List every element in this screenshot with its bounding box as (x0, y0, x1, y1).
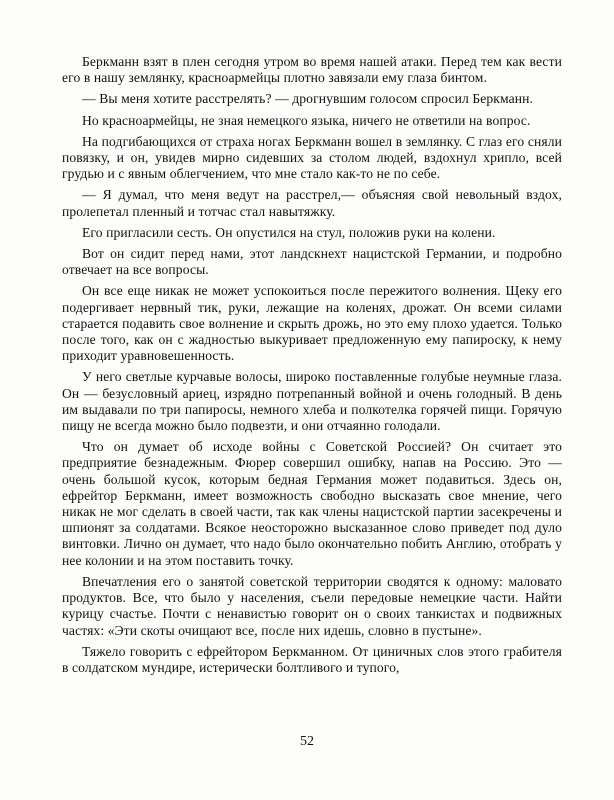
paragraph-11: Впечатления его о занятой советской территории сводятся к одному: маловато продуктов. Все, что было у населения, съели передовые немецкие части. Найти курицу счастье. Почти с ненавистью говорит он о своих танкистах и подвижных частях: «Эти скоты очищают все, после них идешь, словно в пустыне». (62, 573, 562, 638)
paragraph-8: Он все еще никак не может успокоиться после пережитого волнения. Щеку его подергивает нервный тик, руки, лежащие на коленях, дрожат. Он всеми силами старается подавить свое волнение и скрыть дрожь, но это ему плохо удается. Только после того, как он с жадностью выкуривает предложенную ему папироску, к нему приходит уравновешенность. (62, 283, 562, 364)
paragraph-9: У него светлые курчавые волосы, широко поставленные голубые неумные глаза. Он — безусловный ариец, изрядно потрепанный войной и очень голодный. В день им выдавали по три папиросы, немного хлеба и полкотелка горячей пищи. Горячую пищу не всегда можно было подвезти, и они отчаянно голодали. (62, 369, 562, 434)
paragraph-1: Беркманн взят в плен сегодня утром во время нашей атаки. Перед тем как вести его в нашу землянку, красноармейцы плотно завязали ему глаза бинтом. (62, 54, 562, 86)
paragraph-12: Тяжело говорить с ефрейтором Беркманном. От циничных слов этого грабителя в солдатском мундире, истерически болтливого и тупого, (62, 643, 562, 675)
text-column (62, 54, 562, 681)
paragraph-2: — Вы меня хотите расстрелять? — дрогнувшим голосом спросил Беркманн. (82, 91, 533, 107)
paragraph-4: На подгибающихся от страха ногах Беркманн вошел в землянку. С глаз его сняли повязку, и он, увидев мирно сидевших за столом людей, вздохнул хрипло, всей грудью и с явным облегчением, что мне стало как-то не по себе. (62, 133, 562, 182)
paragraph-10: Что он думает об исходе войны с Советской Россией? Он считает это предприятие безнадежным. Фюрер совершил ошибку, напав на Россию. Это — очень большой кусок, которым бедная Германия может подавиться. Здесь он, ефрейтор Беркманн, имеет возможность свободно высказать свое мнение, чего никак не мог сделать в своей части, так как члены нацистской партии засекречены и шпионят за солдатами. Всякое неосторожно высказанное слово приведет под дуло винтовки. Лично он думает, что надо было окончательно побить Англию, отобрать у нее колонии и на этом поставить точку. (62, 439, 562, 568)
paragraph-6: Его пригласили сесть. Он опустился на стул, положив руки на колени. (82, 224, 496, 240)
paragraph-5: — Я думал, что меня ведут на расстрел,— объясняя свой невольный вздох, пролепетал пленный и тотчас стал навытяжку. (62, 187, 562, 219)
paragraph-3: Но красноармейцы, не зная немецкого языка, ничего не ответили на вопрос. (82, 112, 531, 128)
paragraph-7: Вот он сидит перед нами, этот ландскнехт нацистской Германии, и подробно отвечает на все вопросы. (62, 246, 562, 278)
page-number: 52 (300, 734, 314, 749)
